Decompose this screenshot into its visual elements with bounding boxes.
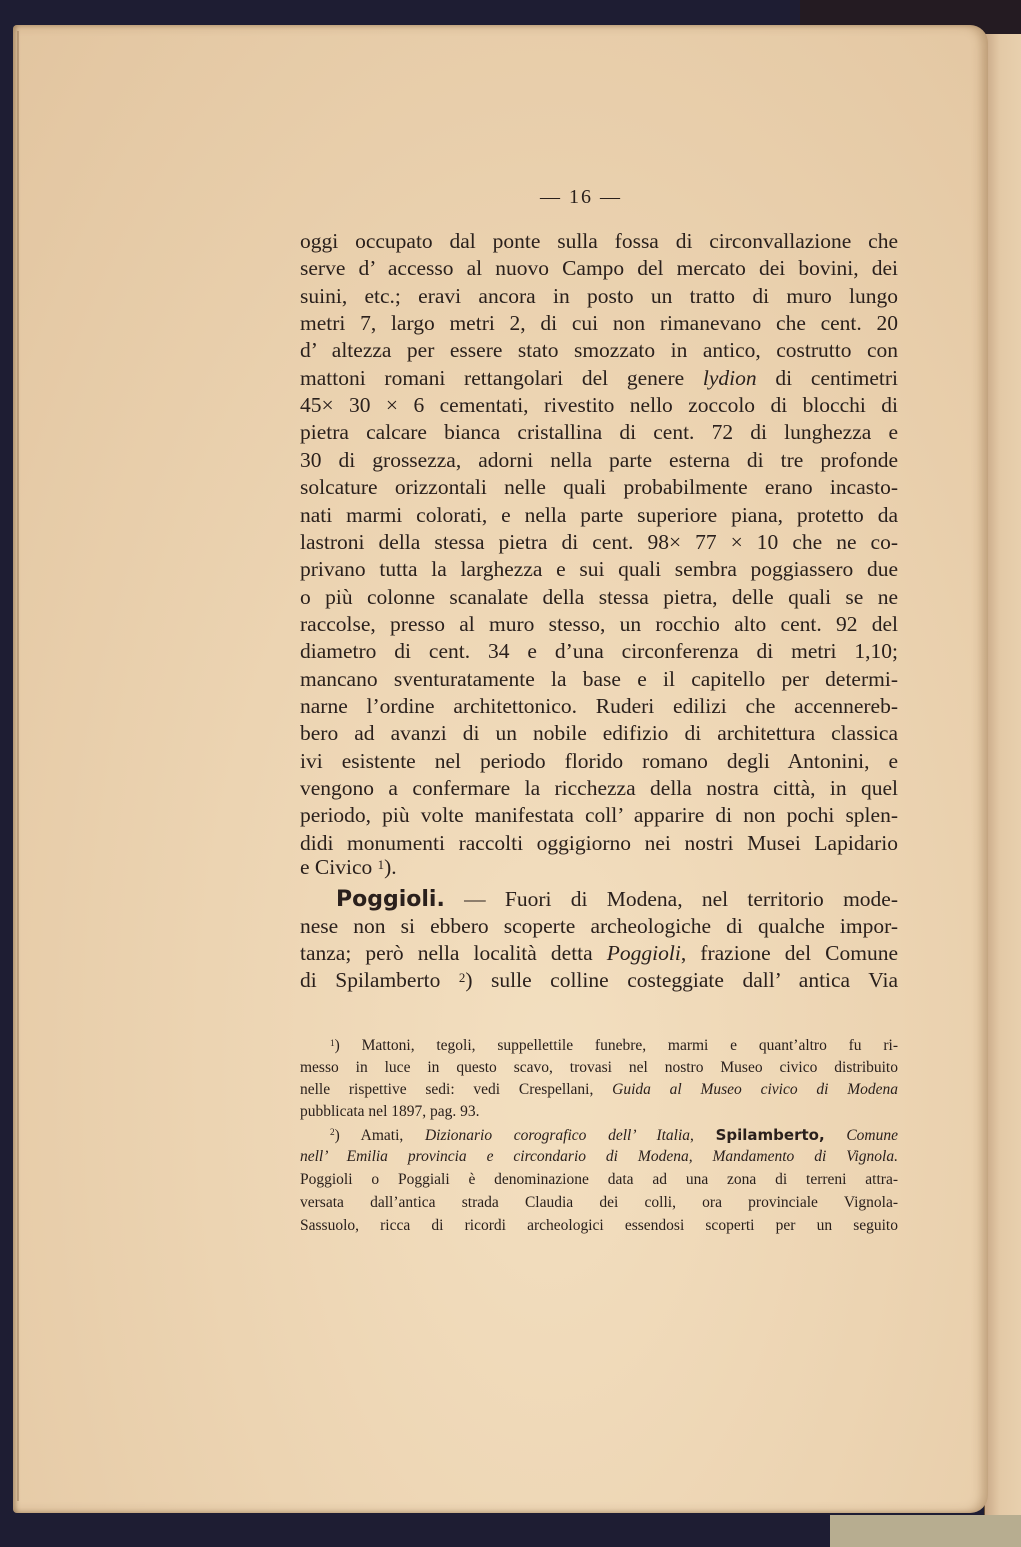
body-line: periodo, più volte manifestata coll’ apparire di non pochi splen-	[300, 803, 898, 828]
body-line-text: , frazione del Comune	[680, 941, 898, 965]
body-line: ivi esistente nel periodo florido romano degli Antonini, e	[300, 748, 898, 773]
body-line-text: e Civico	[300, 855, 378, 879]
background-scan-corner	[830, 1515, 1021, 1547]
footnote-text: ,	[690, 1127, 716, 1144]
body-line: narne l’ordine architettonico. Ruderi edilizi che accennereb-	[300, 693, 898, 718]
body-line	[300, 854, 898, 881]
body-line: privano tutta la larghezza e sui quali sembra poggiassero due	[300, 557, 898, 582]
body-line-text: di centimetri	[756, 365, 898, 390]
place-name-italic: Poggioli	[606, 941, 681, 965]
footnote-1-line: messo in luce in questo scavo, trovasi nel nostro Museo civico distribuito	[300, 1059, 898, 1076]
body-line: oggi occupato dal ponte sulla fossa di circonvallazione che	[300, 229, 898, 253]
footnote-marker-2: 2	[330, 1128, 335, 1138]
body-line	[300, 967, 898, 994]
body-line: mancano sventuratamente la base e il capitello per determi-	[300, 666, 898, 691]
body-line	[300, 940, 898, 967]
footnote-citation-italic: Guida al Museo civico di Modena	[612, 1081, 898, 1098]
body-line: lastroni della stessa pietra di cent. 98× 77 × 10 che ne co-	[300, 529, 898, 554]
body-line: vengono a confermare la ricchezza della nostra città, in quel	[300, 776, 898, 800]
body-line-text: tanza; però nella località detta	[300, 941, 607, 965]
footnote-1-line	[300, 1080, 898, 1100]
footnote-text: ) Mattoni, tegoli, suppellettile funebre, marmi e quant’altro fu ri-	[334, 1037, 898, 1054]
body-line-text: ).	[384, 855, 397, 879]
footnote-bold-term: Spilamberto,	[715, 1126, 825, 1144]
term-italic: lydion	[702, 365, 757, 390]
body-line: nese non si ebbero scoperte archeologiche di qualche impor-	[300, 914, 898, 938]
body-line-text: — Fuori di Modena, nel territorio mode-	[444, 887, 898, 911]
next-page-edge	[984, 34, 1021, 1534]
body-line: raccolse, presso al muro stesso, un rocchio alto cent. 92 del	[300, 611, 898, 636]
body-line-text: mattoni romani rettangolari del genere	[300, 365, 703, 390]
footnote-text: ) Amati,	[334, 1127, 425, 1144]
footnote-2-line: versata dall’antica strada Claudia dei colli, ora provinciale Vignola-	[300, 1194, 898, 1211]
footnote-citation-italic: Comune	[824, 1127, 898, 1144]
section-heading: Poggioli.	[336, 887, 445, 912]
body-line: 45× 30 × 6 cementati, rivestito nello zoccolo di blocchi di	[300, 393, 898, 418]
body-line: metri 7, largo metri 2, di cui non rimanevano che cent. 20	[300, 311, 898, 336]
footnote-citation-italic: Dizionario corografico dell’ Italia	[424, 1127, 691, 1144]
footnote-2-line	[300, 1125, 898, 1145]
footnote-citation-italic: nell’ Emilia provincia e circondario di Modena, Mandamento di Vignola.	[300, 1148, 898, 1165]
body-line-text: ) sulle colline costeggiate dall’ antica Via	[465, 968, 898, 992]
page-number: — 16 —	[540, 186, 622, 208]
body-line: suini, etc.; eravi ancora in posto un tratto di muro lungo	[300, 283, 898, 308]
body-line-text: di Spilamberto	[300, 968, 459, 992]
footnote-ref-2[interactable]: 2	[458, 971, 466, 985]
body-line: pietra calcare bianca cristallina di cent. 72 di lunghezza e	[300, 420, 898, 445]
footnote-2-line: Sassuolo, ricca di ricordi archeologici essendosi scoperti per un seguito	[300, 1217, 898, 1234]
footnote-text: nelle rispettive sedi: vedi Crespellani,	[300, 1081, 613, 1098]
body-line: o più colonne scanalate della stessa pietra, delle quali se ne	[300, 584, 898, 609]
footnote-2-line: Poggioli o Poggiali è denominazione data ad una zona di terreni attra-	[300, 1171, 898, 1188]
body-line: 30 di grossezza, adorni nella parte esterna di tre profonde	[300, 447, 898, 472]
body-line: d’ altezza per essere stato smozzato in antico, costrutto con	[300, 338, 898, 363]
footnote-1-line: pubblicata nel 1897, pag. 93.	[300, 1103, 480, 1120]
section-first-line	[300, 886, 898, 913]
body-line: diametro di cent. 34 e d’una circonferenza di metri 1,10;	[300, 639, 898, 664]
body-line	[300, 365, 898, 392]
footnote-1-line	[300, 1036, 898, 1056]
body-line: bero ad avanzi di un nobile edifizio di architettura classica	[300, 721, 898, 746]
body-line: serve d’ accesso al nuovo Campo del mercato dei bovini, dei	[300, 256, 898, 281]
footnote-2-line	[300, 1147, 898, 1167]
body-line: solcature orizzontali nelle quali probabilmente erano incasto-	[300, 475, 898, 500]
footnote-marker-1: 1	[330, 1039, 335, 1049]
body-line: didi monumenti raccolti oggigiorno nei nostri Musei Lapidario	[300, 830, 898, 855]
body-line: nati marmi colorati, e nella parte superiore piana, protetto da	[300, 502, 898, 527]
footnote-ref-1[interactable]: 1	[377, 858, 385, 872]
